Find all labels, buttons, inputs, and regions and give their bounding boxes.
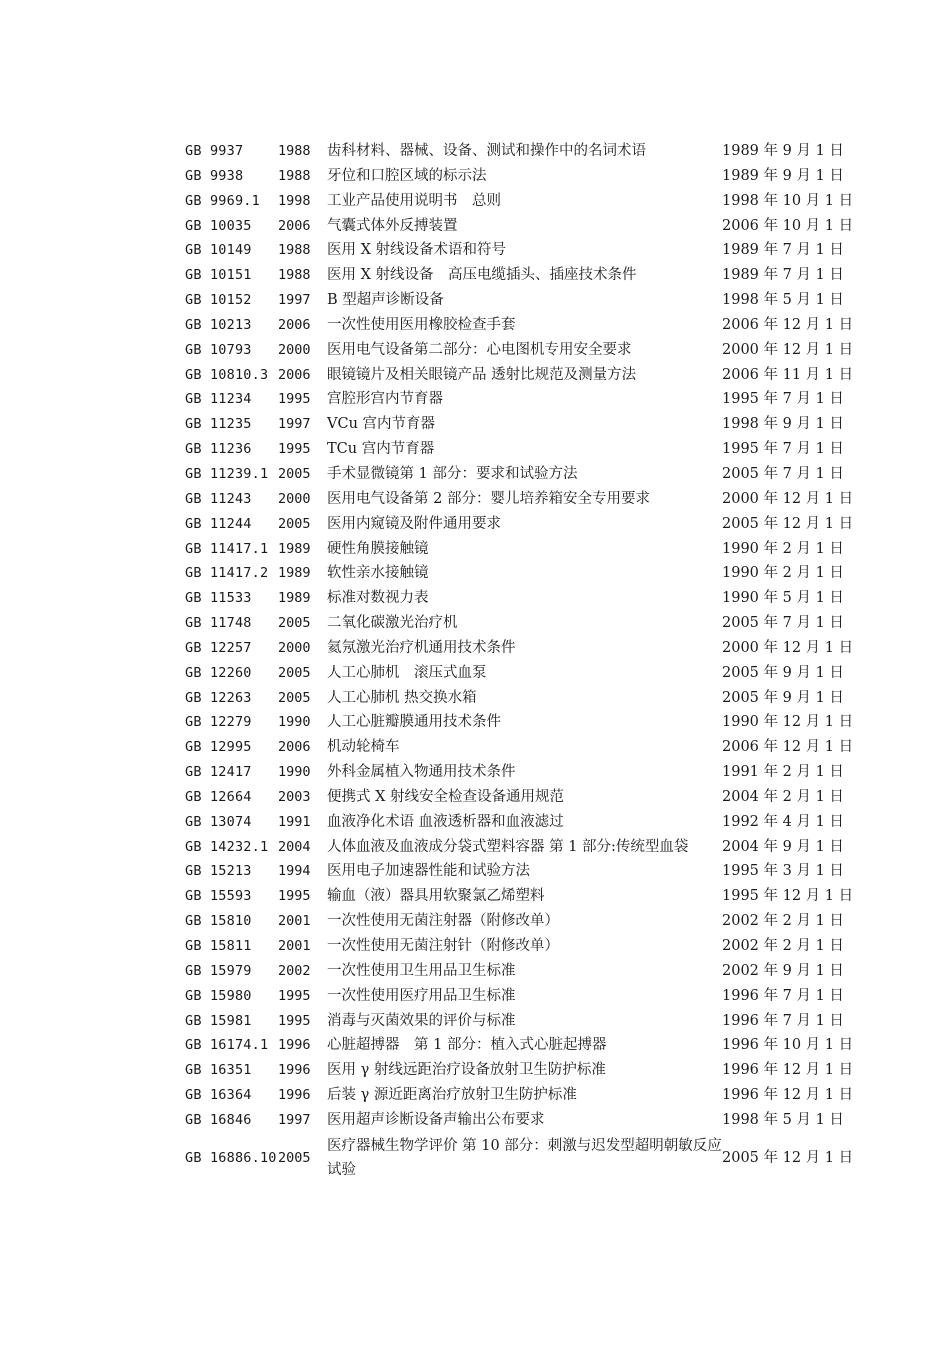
standard-year: 2000 [278,639,311,656]
standard-code: GB 15980 [185,987,252,1004]
table-row [185,1058,885,1083]
standard-year: 1989 [278,590,311,607]
standard-code: GB 10213 [185,316,252,333]
table-row [185,909,885,934]
standard-code: GB 10151 [185,267,252,284]
effective-date: 1998 年 9 月 1 日 [722,416,844,433]
standard-year: 1995 [278,441,311,458]
table-row [185,1083,885,1108]
table-row [185,512,885,537]
table-row [185,437,885,462]
standard-title: 医用电气设备第 2 部分：婴儿培养箱安全专用要求 [327,490,650,507]
table-row [185,139,885,164]
standard-year: 2001 [278,938,311,954]
standard-code: GB 12664 [185,788,252,805]
effective-date: 1996 年 12 月 1 日 [722,1087,854,1104]
standard-title: 人工心肺机 滚压式血泵 [327,664,487,681]
standard-title: 医疗器械生物学评价 第 10 部分：刺激与迟发型超明朝敏反应试验 [327,1137,722,1178]
standard-code: GB 12279 [185,714,252,731]
table-row [185,760,885,785]
standard-year: 2005 [278,465,311,482]
effective-date: 1989 年 7 月 1 日 [722,267,844,284]
standard-year: 1995 [278,391,311,408]
table-row [185,884,885,909]
standard-year: 1991 [278,813,311,830]
standard-year: 2000 [278,341,311,358]
standard-year: 2004 [278,838,311,855]
standard-code: GB 11417.1 [185,540,269,557]
standard-year: 1995 [278,987,311,1004]
standard-year: 2002 [278,962,311,979]
standard-title: 机动轮椅车 [327,739,400,756]
effective-date: 1998 年 5 月 1 日 [722,1111,844,1128]
standard-year: 1995 [278,1012,311,1029]
standard-title: 人体血液及血液成分袋式塑料容器 第 1 部分:传统型血袋 [327,838,689,855]
standard-title: 医用 X 射线设备术语和符号 [327,242,507,259]
effective-date: 1990 年 2 月 1 日 [722,565,844,582]
standard-year: 1996 [278,1037,311,1054]
standard-title: 一次性使用医疗用品卫生标准 [327,987,516,1004]
effective-date: 2002 年 2 月 1 日 [722,938,844,954]
effective-date: 2005 年 12 月 1 日 [722,515,854,532]
standard-code: GB 16846 [185,1111,252,1128]
effective-date: 1990 年 12 月 1 日 [722,714,854,731]
standard-year: 2005 [278,664,311,681]
standard-title: 手术显微镜第 1 部分：要求和试验方法 [327,465,578,482]
standard-year: 2005 [278,689,311,706]
standard-code: GB 11239.1 [185,465,269,482]
standard-year: 1997 [278,416,311,433]
standard-code: GB 10035 [185,217,252,234]
table-row [185,586,885,611]
standard-title: 齿科材料、器械、设备、测试和操作中的名词术语 [327,143,646,159]
standard-code: GB 10152 [185,292,252,309]
effective-date: 2006 年 10 月 1 日 [722,217,854,234]
table-row [185,959,885,984]
standard-title: 氦氖激光治疗机通用技术条件 [327,639,516,656]
standard-title: 宫腔形宫内节育器 [327,391,443,408]
effective-date: 1998 年 5 月 1 日 [722,292,844,309]
effective-date: 2000 年 12 月 1 日 [722,490,854,507]
table-row [185,561,885,586]
standards-table [185,139,885,1183]
standard-title: 医用超声诊断设备声输出公布要求 [327,1111,545,1128]
standard-code: GB 10793 [185,341,252,358]
effective-date: 1996 年 7 月 1 日 [722,987,844,1004]
standard-year: 1988 [278,143,311,159]
standard-title: 人工心肺机 热交换水箱 [327,689,477,706]
table-row [185,537,885,562]
table-row [185,810,885,835]
effective-date: 1990 年 2 月 1 日 [722,540,844,557]
effective-date: 2006 年 12 月 1 日 [722,316,854,333]
standard-code: GB 12263 [185,689,252,706]
standard-code: GB 10810.3 [185,366,269,383]
table-row [185,1133,885,1183]
effective-date: 2005 年 7 月 1 日 [722,465,844,482]
standard-year: 1988 [278,242,311,259]
standard-year: 1995 [278,888,311,905]
standard-year: 1988 [278,167,311,184]
standard-year: 1996 [278,1062,311,1079]
table-row [185,859,885,884]
standard-year: 1998 [278,192,311,209]
standard-year: 2006 [278,366,311,383]
table-row [185,1033,885,1058]
standard-year: 1990 [278,764,311,781]
standard-code: GB 14232.1 [185,838,269,855]
effective-date: 1995 年 7 月 1 日 [722,391,844,408]
standard-year: 1989 [278,565,311,582]
standard-year: 1989 [278,540,311,557]
effective-date: 1989 年 9 月 1 日 [722,143,844,159]
standard-title: VCu 宫内节育器 [327,416,436,433]
table-row [185,387,885,412]
effective-date: 2002 年 2 月 1 日 [722,913,844,930]
standard-title: 外科金属植入物通用技术条件 [327,764,516,781]
standard-year: 1997 [278,1111,311,1128]
effective-date: 1998 年 10 月 1 日 [722,192,854,209]
table-row [185,735,885,760]
table-row [185,412,885,437]
effective-date: 2000 年 12 月 1 日 [722,639,854,656]
table-row [185,934,885,959]
standard-code: GB 15810 [185,913,252,930]
standard-code: GB 11244 [185,515,252,532]
standard-code: GB 15213 [185,863,252,880]
standard-title: 牙位和口腔区域的标示法 [327,167,487,184]
effective-date: 2005 年 7 月 1 日 [722,615,844,632]
table-row [185,338,885,363]
standard-code: GB 15979 [185,962,252,979]
standard-title: 医用 γ 射线远距治疗设备放射卫生防护标准 [327,1062,606,1079]
standard-code: GB 12995 [185,739,252,756]
standard-code: GB 16351 [185,1062,252,1079]
table-row [185,214,885,239]
effective-date: 1990 年 5 月 1 日 [722,590,844,607]
standard-year: 1997 [278,292,311,309]
standard-year: 1996 [278,1087,311,1104]
effective-date: 2005 年 12 月 1 日 [722,1149,854,1166]
table-row [185,661,885,686]
standard-title: 医用电子加速器性能和试验方法 [327,863,530,880]
effective-date: 2006 年 12 月 1 日 [722,739,854,756]
standard-title: 输血（液）器具用软聚氯乙烯塑料 [327,888,545,905]
standard-title: 硬性角膜接触镜 [327,540,429,557]
standard-title: B 型超声诊断设备 [327,292,444,309]
effective-date: 1995 年 12 月 1 日 [722,888,854,905]
table-row [185,462,885,487]
standard-code: GB 11243 [185,490,252,507]
effective-date: 1991 年 2 月 1 日 [722,764,844,781]
table-row [185,288,885,313]
standard-code: GB 11235 [185,416,252,433]
table-row [185,636,885,661]
standard-code: GB 13074 [185,813,252,830]
standard-title: 二氧化碳激光治疗机 [327,615,458,632]
table-row [185,238,885,263]
effective-date: 1992 年 4 月 1 日 [722,813,844,830]
standard-title: 气囊式体外反搏装置 [327,217,458,234]
standard-year: 1990 [278,714,311,731]
table-row [185,1108,885,1133]
standard-year: 2006 [278,217,311,234]
table-row [185,189,885,214]
table-row [185,835,885,860]
standard-code: GB 16364 [185,1087,252,1104]
effective-date: 1989 年 9 月 1 日 [722,167,844,184]
standard-code: GB 9969.1 [185,192,260,209]
standard-code: GB 11234 [185,391,252,408]
standard-title: 便携式 X 射线安全检查设备通用规范 [327,788,565,805]
standard-year: 2000 [278,490,311,507]
standard-year: 2005 [278,615,311,632]
table-row [185,686,885,711]
standard-title: 工业产品使用说明书 总则 [327,192,501,209]
standard-code: GB 12257 [185,639,252,656]
standard-year: 2005 [278,515,311,532]
standard-title: 心脏超搏器 第 1 部分：植入式心脏起搏器 [327,1037,607,1054]
effective-date: 2004 年 9 月 1 日 [722,838,844,855]
standard-code: GB 15981 [185,1012,252,1029]
effective-date: 1995 年 7 月 1 日 [722,441,844,458]
standard-title: 标准对数视力表 [327,590,429,607]
standard-code: GB 11236 [185,441,252,458]
table-row [185,710,885,735]
standard-title: 一次性使用医用橡胶检查手套 [327,316,516,333]
standard-code: GB 15811 [185,938,252,954]
effective-date: 2005 年 9 月 1 日 [722,664,844,681]
effective-date: 2006 年 11 月 1 日 [722,366,854,383]
table-row [185,164,885,189]
table-row [185,363,885,388]
table-row [185,984,885,1009]
standard-code: GB 11533 [185,590,252,607]
table-row [185,487,885,512]
standard-title: 一次性使用卫生用品卫生标准 [327,962,516,979]
standard-title: 血液净化术语 血液透析器和血液滤过 [327,813,564,830]
standard-title: 医用 X 射线设备 高压电缆插头、插座技术条件 [327,267,637,284]
standard-year: 2001 [278,913,311,930]
effective-date: 2002 年 9 月 1 日 [722,962,844,979]
standard-code: GB 15593 [185,888,252,905]
table-row [185,785,885,810]
standard-title: 眼镜镜片及相关眼镜产品 透射比规范及测量方法 [327,366,637,383]
standard-code: GB 12417 [185,764,252,781]
table-row [185,1009,885,1034]
standard-year: 1988 [278,267,311,284]
standard-code: GB 16886.10 [185,1149,277,1166]
standard-year: 2006 [278,316,311,333]
standard-title: 后装 γ 源近距离治疗放射卫生防护标准 [327,1087,577,1104]
standard-code: GB 12260 [185,664,252,681]
effective-date: 1996 年 12 月 1 日 [722,1062,854,1079]
standard-title: 人工心脏瓣膜通用技术条件 [327,714,501,731]
standard-year: 2005 [278,1149,311,1166]
table-row [185,263,885,288]
standard-code: GB 11748 [185,615,252,632]
effective-date: 1989 年 7 月 1 日 [722,242,844,259]
effective-date: 1996 年 10 月 1 日 [722,1037,854,1054]
standard-title: 医用内窥镜及附件通用要求 [327,515,501,532]
effective-date: 1995 年 3 月 1 日 [722,863,844,880]
standard-code: GB 11417.2 [185,565,269,582]
standard-year: 1994 [278,863,311,880]
standard-year: 2003 [278,788,311,805]
effective-date: 2004 年 2 月 1 日 [722,788,844,805]
table-row [185,611,885,636]
standard-title: 一次性使用无菌注射针（附修改单） [327,938,559,954]
standard-title: TCu 宫内节育器 [327,441,435,458]
effective-date: 2000 年 12 月 1 日 [722,341,854,358]
effective-date: 2005 年 9 月 1 日 [722,689,844,706]
standard-code: GB 16174.1 [185,1037,269,1054]
standard-code: GB 9938 [185,167,244,184]
table-row [185,313,885,338]
standard-code: GB 10149 [185,242,252,259]
standard-title: 医用电气设备第二部分：心电图机专用安全要求 [327,341,632,358]
standard-title: 一次性使用无菌注射器（附修改单） [327,913,559,930]
standard-title: 消毒与灭菌效果的评价与标准 [327,1012,516,1029]
effective-date: 1996 年 7 月 1 日 [722,1012,844,1029]
standard-year: 2006 [278,739,311,756]
standard-code: GB 9937 [185,143,244,159]
standard-title: 软性亲水接触镜 [327,565,429,582]
